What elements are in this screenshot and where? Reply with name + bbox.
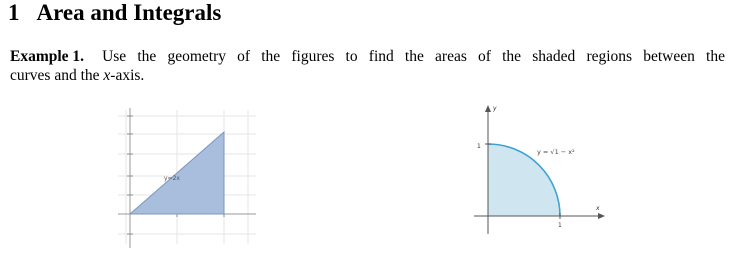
curve-label: y = √1 − x² [537,148,575,156]
x-axis-arrow-icon [598,213,605,219]
line-label: y=2x [164,175,180,182]
section-title: Area and Integrals [36,0,222,25]
figure-quarter-circle-graphic [470,100,615,240]
y-tick-label: 1 [477,143,481,150]
x-axis-label: x [596,205,600,212]
example-line-1 [10,47,725,66]
example-line-2 [10,66,725,85]
figure-triangle [118,104,258,250]
x-tick-label: 1 [558,222,562,229]
example-paragraph [10,47,725,85]
example-label: Example 1. [10,48,85,65]
section-heading [8,0,221,26]
example-math-variable: x [103,67,111,84]
example-text-line-2-prefix: curves and the [10,67,104,84]
y-axis-arrow-icon [485,105,491,112]
figure-triangle-graphic [118,104,258,250]
example-text-line-1: Use the geometry of the figures to find the areas of the shaded regions between the [102,48,725,65]
section-number: 1 [8,0,20,25]
figure-quarter-circle [470,100,615,240]
example-text-line-2-suffix: -axis. [110,67,145,84]
y-axis-label: y [493,105,497,112]
